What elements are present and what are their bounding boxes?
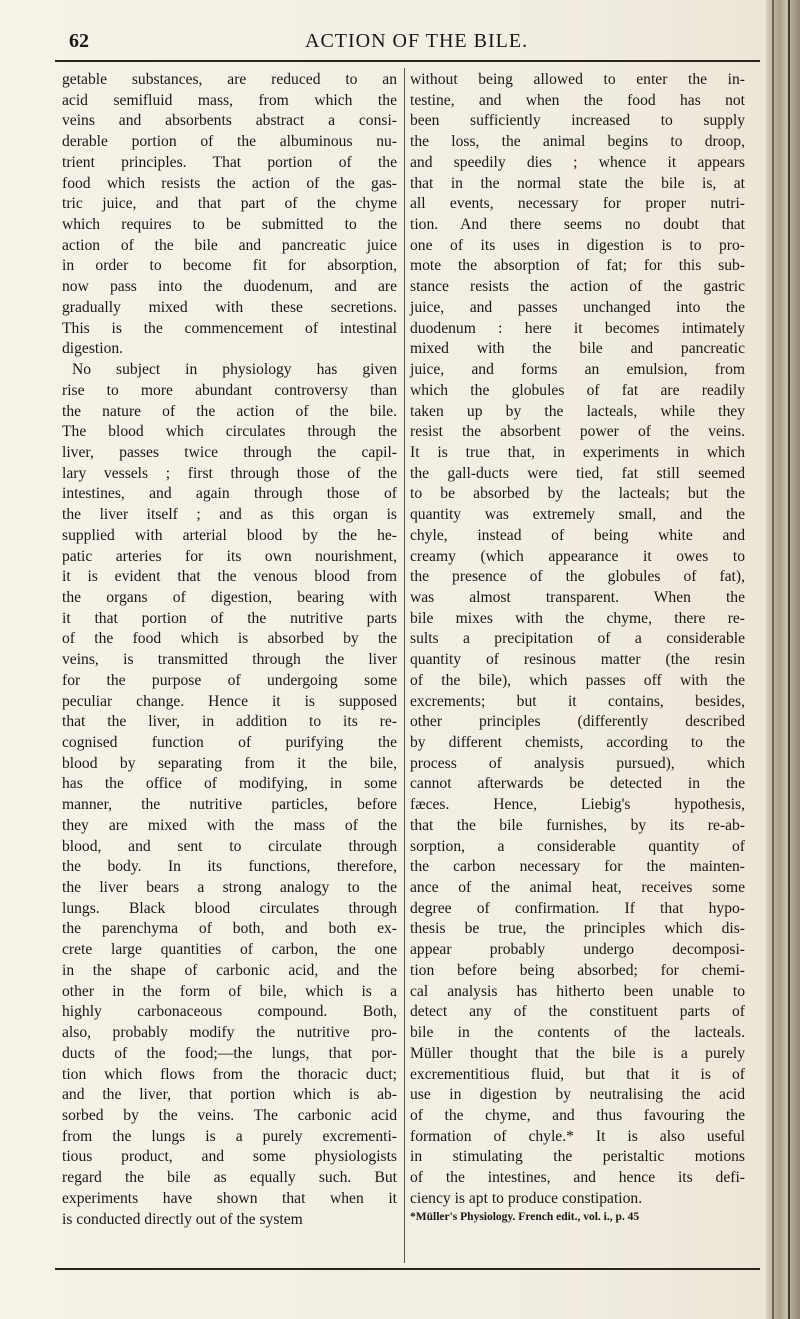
text-line: excrementitious fluid, but that it is of <box>410 1065 745 1083</box>
text-line: in the shape of carbonic acid, and the <box>62 961 397 979</box>
text-line: quantity of resinous matter (the resin <box>410 651 745 669</box>
text-line: Müller thought that the bile is a purely <box>410 1044 745 1062</box>
text-line: creamy (which appearance it owes to <box>410 547 745 565</box>
edge-line <box>788 0 790 1319</box>
text-line: patic arteries for its own nourishment, <box>62 547 397 565</box>
text-line: it that portion of the nutritive parts <box>62 609 397 627</box>
text-line: The blood which circulates through the <box>62 423 397 441</box>
text-line: the carbon necessary for the mainten- <box>410 858 745 876</box>
text-line: appear probably undergo decomposi- <box>410 941 745 959</box>
text-line: tious product, and some physiologists <box>62 1148 397 1166</box>
text-line: degree of confirmation. If that hypo- <box>410 899 745 917</box>
text-line: thesis be true, the principles which dis- <box>410 920 745 938</box>
text-line: was almost transparent. When the <box>410 588 745 606</box>
text-line: food which resists the action of the gas- <box>62 174 397 192</box>
text-line: the gall-ducts were tied, fat still seemed <box>410 464 745 482</box>
text-line: gradually mixed with these secretions. <box>62 298 397 316</box>
text-line: they are mixed with the mass of the <box>62 816 397 834</box>
text-line: No subject in physiology has given <box>72 361 397 379</box>
text-line: has the office of modifying, in some <box>62 775 397 793</box>
text-line: other principles (differently described <box>410 713 745 731</box>
text-line: the liver bears a strong analogy to the <box>62 879 397 897</box>
text-line: tion before being absorbed; for chemi- <box>410 961 745 979</box>
text-line: intestines, and again through those of <box>62 485 397 503</box>
text-line: regard the bile as equally such. But <box>62 1169 397 1187</box>
text-line: duodenum : here it becomes intimately <box>410 319 745 337</box>
text-line: supplied with arterial blood by the he- <box>62 526 397 544</box>
text-line: chyle, instead of being white and <box>410 526 745 544</box>
footnote: *Müller's Physiology. French edit., vol. i., p. 45 <box>410 1210 640 1223</box>
text-line: digestion. <box>62 340 124 358</box>
text-line: tric juice, and that part of the chyme <box>62 195 397 213</box>
book-edge <box>766 0 800 1319</box>
running-head: ACTION OF THE BILE. <box>305 30 529 52</box>
text-line: for the purpose of undergoing some <box>62 671 397 689</box>
text-line: testine, and when the food has not <box>410 91 745 109</box>
text-line: excrements; but it contains, besides, <box>410 692 745 710</box>
text-line: and speedily dies ; whence it appears <box>410 153 745 171</box>
text-line: all events, necessary for proper nutri- <box>410 195 745 213</box>
text-line: process of analysis pursued), which <box>410 754 745 772</box>
text-line: tion. And there seems no doubt that <box>410 216 745 234</box>
text-line: lungs. Black blood circulates through <box>62 899 397 917</box>
text-line: which requires to be submitted to the <box>62 216 397 234</box>
text-line: mote the absorption of fat; for this sub- <box>410 257 745 275</box>
text-line: that in the normal state the bile is, at <box>410 174 745 192</box>
text-line: the nature of the action of the bile. <box>62 402 397 420</box>
text-line: sorbed by the veins. The carbonic acid <box>62 1106 397 1124</box>
text-line: that the liver, in addition to its re- <box>62 713 397 731</box>
text-line: fæces. Hence, Liebig's hypothesis, <box>410 796 745 814</box>
text-line: of the food which is absorbed by the <box>62 630 397 648</box>
text-line: bile mixes with the chyme, there re- <box>410 609 745 627</box>
text-line: getable substances, are reduced to an <box>62 71 397 88</box>
text-line: resist the absorbent power of the veins. <box>410 423 745 441</box>
header-rule <box>55 60 760 62</box>
text-line: the liver itself ; and as this organ is <box>62 506 397 524</box>
footer-rule <box>55 1268 760 1270</box>
text-line: veins, is transmitted through the liver <box>62 651 397 669</box>
text-line: which the globules of fat are readily <box>410 381 745 399</box>
text-line: and the liver, that portion which is ab- <box>62 1086 397 1104</box>
text-line: it is evident that the venous blood from <box>62 568 397 586</box>
text-line: juice, and forms an emulsion, from <box>410 361 745 379</box>
text-line: of the bile), which passes off with the <box>410 671 745 689</box>
text-line: in order to become fit for absorption, <box>62 257 397 275</box>
text-line: sorption, a considerable quantity of <box>410 837 745 855</box>
right-column <box>410 70 745 1270</box>
text-line: by different chemists, according to the <box>410 734 745 751</box>
text-line: formation of chyle.* It is also useful <box>410 1127 745 1145</box>
text-line: that the bile furnishes, by its re-ab- <box>410 816 745 834</box>
text-line: the loss, the animal begins to droop, <box>410 133 745 151</box>
text-line: quantity was extremely small, and the <box>410 506 745 524</box>
text-line: the body. In its functions, therefore, <box>62 858 397 876</box>
page-number: 62 <box>69 30 89 52</box>
text-line: acid semifluid mass, from which the <box>62 91 397 109</box>
text-line: peculiar change. Hence it is supposed <box>62 692 397 710</box>
text-line: liver, passes twice through the capil- <box>62 443 397 461</box>
text-line: also, probably modify the nutritive pro- <box>62 1024 397 1042</box>
text-line: trient principles. That portion of the <box>62 153 397 171</box>
text-line: is conducted directly out of the system <box>62 1210 303 1228</box>
text-line: blood, and sent to circulate through <box>62 837 397 855</box>
text-line: manner, the nutritive particles, before <box>62 796 397 814</box>
text-line: detect any of the constituent parts of <box>410 1003 745 1021</box>
text-line: the presence of the globules of fat), <box>410 568 745 586</box>
text-line: tion which flows from the thoracic duct; <box>62 1065 397 1083</box>
column-divider <box>404 68 405 1263</box>
page-header <box>55 26 760 56</box>
text-line: cannot afterwards be detected in the <box>410 775 745 793</box>
text-line: of the intestines, and hence its defi- <box>410 1169 745 1187</box>
text-line: rise to more abundant controversy than <box>62 381 397 399</box>
text-line: of the chyme, and thus favouring the <box>410 1106 745 1124</box>
text-line: been sufficiently increased to supply <box>410 112 745 130</box>
left-column <box>62 70 397 1270</box>
text-line: crete large quantities of carbon, the one <box>62 941 397 959</box>
text-line: from the lungs is a purely excrementi- <box>62 1127 397 1145</box>
text-line: bile in the contents of the lacteals. <box>410 1024 745 1042</box>
text-line: action of the bile and pancreatic juice <box>62 236 397 254</box>
text-line: ducts of the food;—the lungs, that por- <box>62 1044 397 1062</box>
text-line: mixed with the bile and pancreatic <box>410 340 745 358</box>
text-line: ciency is apt to produce constipation. <box>410 1189 643 1207</box>
text-line: the organs of digestion, bearing with <box>62 588 397 606</box>
text-line: veins and absorbents abstract a consi- <box>62 112 397 130</box>
text-line: in stimulating the peristaltic motions <box>410 1148 745 1166</box>
text-line: stance resists the action of the gastric <box>410 278 745 296</box>
text-line: cal analysis has hitherto been unable to <box>410 982 745 1000</box>
text-line: use in digestion by neutralising the acid <box>410 1086 745 1104</box>
text-line: one of its uses in digestion is to pro- <box>410 236 745 254</box>
text-line: highly carbonaceous compound. Both, <box>62 1003 397 1021</box>
text-line: ance of the animal heat, receives some <box>410 879 745 897</box>
text-line: juice, and passes unchanged into the <box>410 298 745 316</box>
text-line: other in the form of bile, which is a <box>62 982 397 1000</box>
text-line: experiments have shown that when it <box>62 1189 397 1207</box>
text-line: without being allowed to enter the in- <box>410 71 745 88</box>
text-line: sults a precipitation of a considerable <box>410 630 745 648</box>
text-line: taken up by the lacteals, while they <box>410 402 745 420</box>
text-line: to be absorbed by the lacteals; but the <box>410 485 745 503</box>
text-line: the parenchyma of both, and both ex- <box>62 920 397 938</box>
text-line: now pass into the duodenum, and are <box>62 278 397 296</box>
edge-line <box>772 0 774 1319</box>
text-line: cognised function of purifying the <box>62 734 397 751</box>
text-line: blood by separating from it the bile, <box>62 754 397 772</box>
text-line: It is true that, in experiments in which <box>410 443 745 461</box>
text-line: This is the commencement of intestinal <box>62 319 397 337</box>
text-line: derable portion of the albuminous nu- <box>62 133 397 151</box>
text-line: lary vessels ; first through those of the <box>62 464 397 482</box>
